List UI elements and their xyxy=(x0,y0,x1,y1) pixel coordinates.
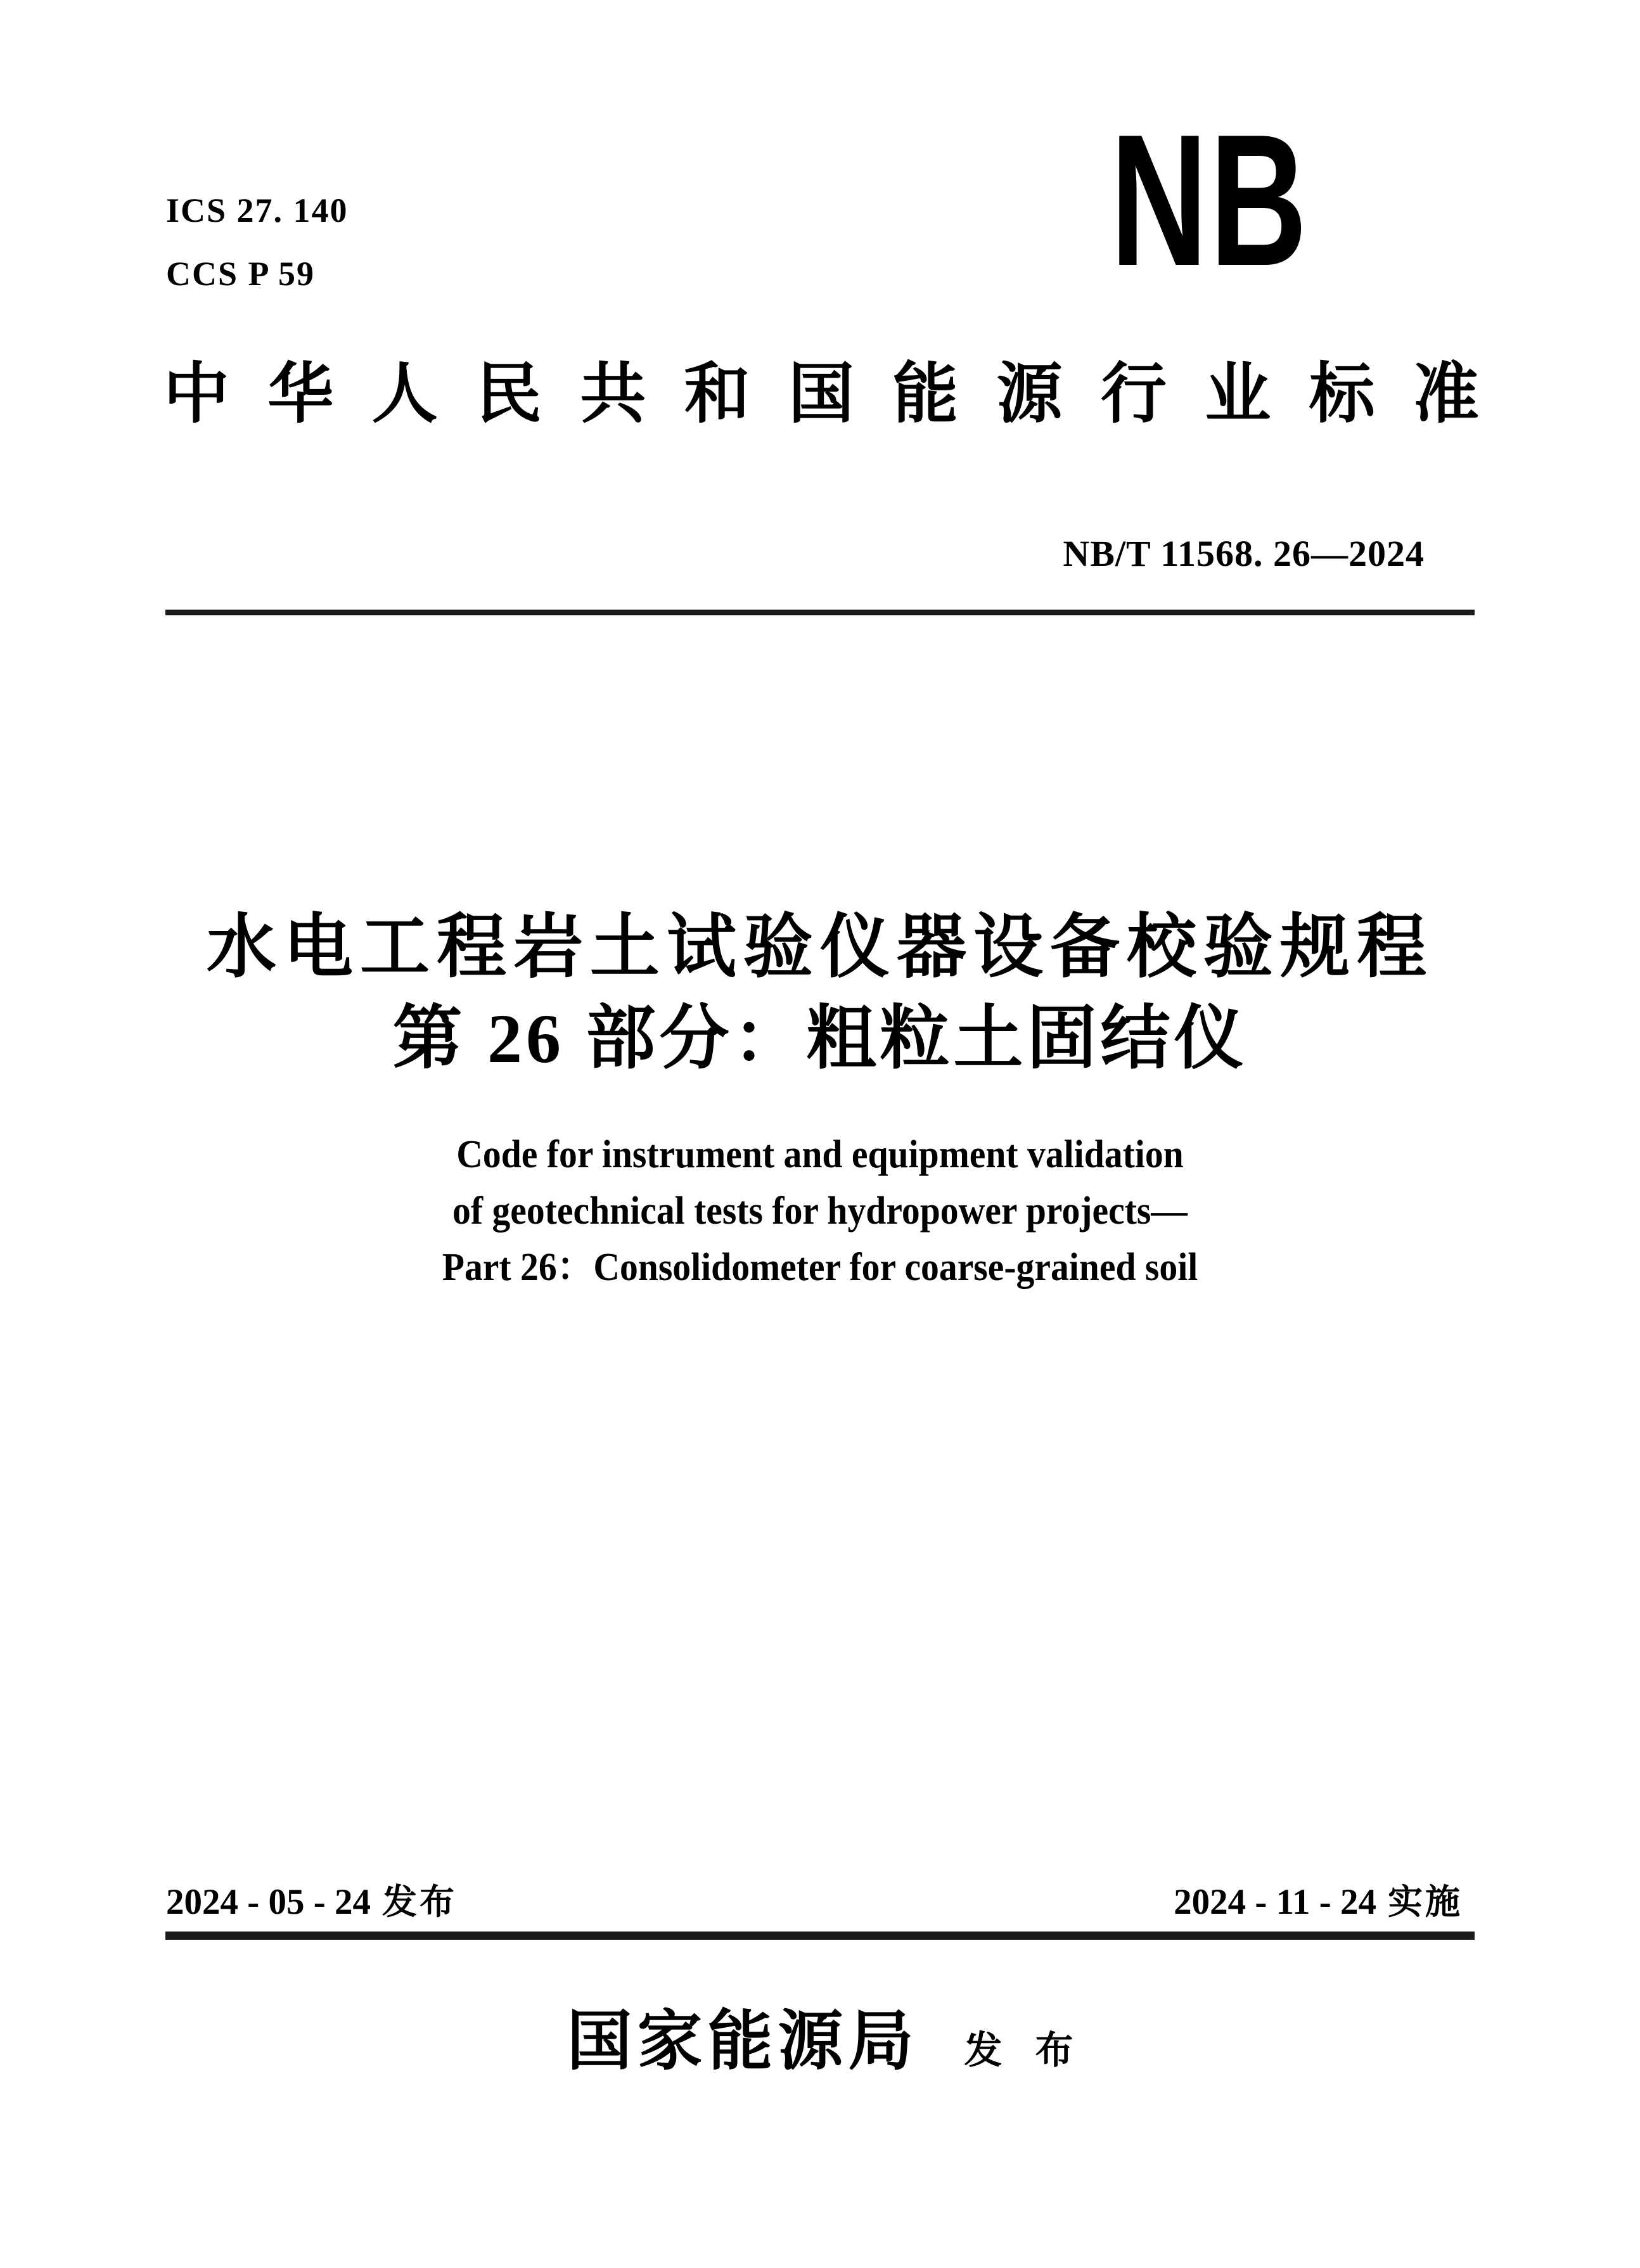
title-en xyxy=(58,1127,1583,1296)
implement-date-group xyxy=(1174,1881,1463,1924)
implement-label: 实施 xyxy=(1387,1882,1463,1921)
top-divider-rule xyxy=(165,610,1475,615)
issue-date-group xyxy=(166,1881,457,1924)
dates-row xyxy=(166,1881,1463,1924)
title-en-line1: Code for instrument and equipment validation xyxy=(456,1133,1184,1176)
publisher-issue-label: 发布 xyxy=(964,2030,1106,2072)
ics-code: ICS 27. 140 xyxy=(166,191,349,229)
bottom-divider-rule xyxy=(165,1932,1475,1940)
issue-date: 2024 - 05 - 24 xyxy=(166,1882,371,1922)
implement-date: 2024 - 11 - 24 xyxy=(1174,1882,1376,1922)
title-zh-line1: 水电工程岩土试验仪器设备校验规程 xyxy=(207,909,1433,986)
title-en-line3: Part 26：Consolidometer for coarse-grained soil xyxy=(442,1246,1198,1289)
title-zh-line2: 第 26 部分：粗粒土固结仪 xyxy=(392,1000,1248,1077)
publisher-name: 国家能源局 xyxy=(567,2006,919,2078)
publisher-row xyxy=(0,1989,1640,2082)
national-standard-header: 中 华 人 民 共 和 国 能 源 行 业 标 准 xyxy=(163,358,1479,431)
classification-codes xyxy=(166,179,349,305)
issue-label: 发布 xyxy=(381,1882,457,1921)
title-en-line2: of geotechnical tests for hydropower projects— xyxy=(452,1189,1188,1233)
nb-logo: NB xyxy=(1110,95,1309,305)
ccs-code: CCS P 59 xyxy=(166,255,316,293)
standard-number: NB/T 11568. 26—2024 xyxy=(1063,533,1425,574)
